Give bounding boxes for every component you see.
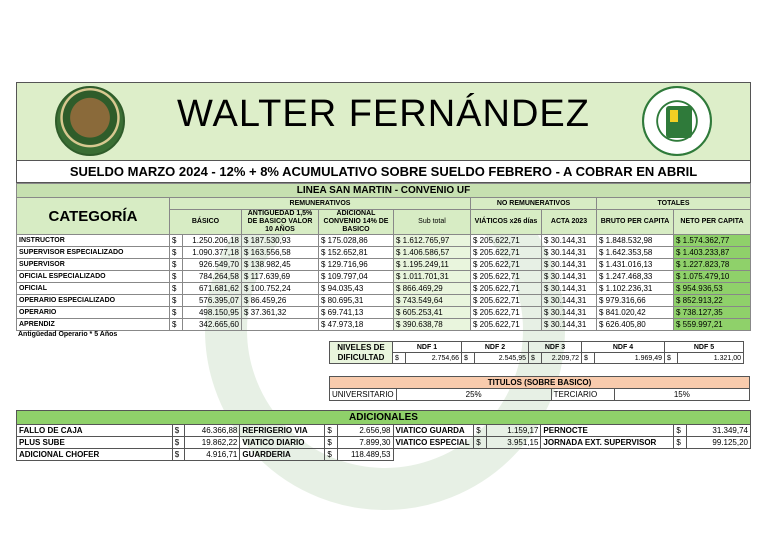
ndf-value: 1.321,00 bbox=[678, 353, 744, 364]
cell-basico: 1.250.206,18 bbox=[183, 235, 242, 247]
adicional-label: VIATICO GUARDA bbox=[393, 425, 474, 437]
currency-sign: $ bbox=[674, 425, 687, 437]
currency-sign: $ bbox=[170, 295, 183, 307]
cell-adic: $ 94.035,43 bbox=[319, 283, 394, 295]
cell-basico: 342.665,60 bbox=[183, 319, 242, 331]
category-name: OPERARIO ESPECIALIZADO bbox=[17, 295, 170, 307]
cell-acta: $ 30.144,31 bbox=[542, 247, 597, 259]
titulos-title: TITULOS (SOBRE BASICO) bbox=[330, 377, 750, 389]
adicional-value: 31.349,74 bbox=[686, 425, 750, 437]
adicional-value: 99.125,20 bbox=[686, 437, 750, 449]
cell-antig: $ 138.982,45 bbox=[242, 259, 319, 271]
salary-table bbox=[16, 183, 751, 331]
ndf-header: NDF 2 bbox=[462, 342, 529, 353]
col-antiguedad: ANTIGUEDAD 1,5% DE BASICO VALOR 10 AÑOS bbox=[242, 210, 319, 235]
cell-viat: $ 205.622,71 bbox=[471, 295, 542, 307]
universitario-value: 25% bbox=[396, 389, 551, 401]
adicional-row bbox=[17, 437, 751, 449]
adicional-row bbox=[17, 425, 751, 437]
cell-viat: $ 205.622,71 bbox=[471, 259, 542, 271]
table-row bbox=[17, 247, 751, 259]
adicional-value: 118.489,53 bbox=[337, 449, 393, 461]
ndf-value: 1.969,49 bbox=[595, 353, 665, 364]
cell-viat: $ 205.622,71 bbox=[471, 247, 542, 259]
cell-acta: $ 30.144,31 bbox=[542, 283, 597, 295]
cell-viat: $ 205.622,71 bbox=[471, 319, 542, 331]
currency-sign: $ bbox=[462, 353, 475, 364]
no-remunerativos-header: NO REMUNERATIVOS bbox=[471, 198, 597, 210]
cell-adic: $ 109.797,04 bbox=[319, 271, 394, 283]
adicional-label: FALLO DE CAJA bbox=[17, 425, 173, 437]
cell-antig: $ 100.752,24 bbox=[242, 283, 319, 295]
category-name: OFICIAL ESPECIALIZADO bbox=[17, 271, 170, 283]
cell-antig: $ 187.530,93 bbox=[242, 235, 319, 247]
cell-sub: $ 1.406.586,57 bbox=[394, 247, 471, 259]
category-name: OFICIAL bbox=[17, 283, 170, 295]
cell-antig: $ 117.639,69 bbox=[242, 271, 319, 283]
universitario-label: UNIVERSITARIO bbox=[330, 389, 397, 401]
cell-sub: $ 1.612.765,97 bbox=[394, 235, 471, 247]
cell-antig: $ 163.556,58 bbox=[242, 247, 319, 259]
currency-sign: $ bbox=[170, 235, 183, 247]
adicional-label bbox=[393, 449, 474, 461]
category-name: OPERARIO bbox=[17, 307, 170, 319]
currency-sign: $ bbox=[170, 307, 183, 319]
ndf-header: NDF 4 bbox=[582, 342, 665, 353]
cell-bruto: $ 626.405,80 bbox=[597, 319, 674, 331]
currency-sign: $ bbox=[170, 319, 183, 331]
niveles-label: NIVELES DE DIFICULTAD bbox=[330, 342, 393, 364]
adicional-value bbox=[486, 449, 541, 461]
currency-sign: $ bbox=[474, 425, 487, 437]
adicional-label: REFRIGERIO VIA bbox=[240, 425, 325, 437]
cell-acta: $ 30.144,31 bbox=[542, 295, 597, 307]
cell-neto: $ 1.403.233,87 bbox=[674, 247, 751, 259]
cell-sub: $ 1.011.701,31 bbox=[394, 271, 471, 283]
currency-sign: $ bbox=[665, 353, 678, 364]
cell-antig: $ 86.459,26 bbox=[242, 295, 319, 307]
cell-viat: $ 205.622,71 bbox=[471, 271, 542, 283]
antiguedad-footnote: Antigüedad Operario * 5 Años bbox=[18, 331, 118, 338]
cell-acta: $ 30.144,31 bbox=[542, 307, 597, 319]
currency-sign: $ bbox=[325, 449, 338, 461]
cell-bruto: $ 841.020,42 bbox=[597, 307, 674, 319]
ndf-header: NDF 3 bbox=[529, 342, 582, 353]
adicional-label: GUARDERIA bbox=[240, 449, 325, 461]
cell-sub: $ 1.195.249,11 bbox=[394, 259, 471, 271]
cell-adic: $ 152.652,81 bbox=[319, 247, 394, 259]
category-name: APRENDIZ bbox=[17, 319, 170, 331]
cell-antig bbox=[242, 319, 319, 331]
cell-basico: 576.395,07 bbox=[183, 295, 242, 307]
currency-sign: $ bbox=[172, 449, 185, 461]
table-row bbox=[17, 319, 751, 331]
cell-bruto: $ 1.642.353,58 bbox=[597, 247, 674, 259]
cell-adic: $ 80.695,31 bbox=[319, 295, 394, 307]
currency-sign bbox=[674, 449, 687, 461]
cell-sub: $ 605.253,41 bbox=[394, 307, 471, 319]
table-row bbox=[17, 307, 751, 319]
col-viaticos: VIÁTICOS x26 días bbox=[471, 210, 542, 235]
adicional-label: JORNADA EXT. SUPERVISOR bbox=[541, 437, 674, 449]
currency-sign bbox=[474, 449, 487, 461]
ndf-header: NDF 1 bbox=[393, 342, 462, 353]
cell-neto: $ 738.127,35 bbox=[674, 307, 751, 319]
adicional-label: VIATICO ESPECIAL bbox=[393, 437, 474, 449]
cell-sub: $ 866.469,29 bbox=[394, 283, 471, 295]
remunerativos-header: REMUNERATIVOS bbox=[170, 198, 471, 210]
cell-viat: $ 205.622,71 bbox=[471, 235, 542, 247]
terciario-value: 15% bbox=[614, 389, 749, 401]
cell-acta: $ 30.144,31 bbox=[542, 235, 597, 247]
currency-sign: $ bbox=[474, 437, 487, 449]
table-row bbox=[17, 271, 751, 283]
cell-bruto: $ 979.316,66 bbox=[597, 295, 674, 307]
category-name: SUPERVISOR bbox=[17, 259, 170, 271]
niveles-table bbox=[329, 341, 744, 364]
cell-acta: $ 30.144,31 bbox=[542, 319, 597, 331]
cell-neto: $ 1.574.362,77 bbox=[674, 235, 751, 247]
cell-viat: $ 205.622,71 bbox=[471, 307, 542, 319]
adicionales-table bbox=[16, 410, 751, 461]
seal-logo-icon bbox=[642, 86, 712, 156]
currency-sign: $ bbox=[172, 437, 185, 449]
page-subtitle: SUELDO MARZO 2024 - 12% + 8% ACUMULATIVO SOBRE SUELDO FEBRERO - A COBRAR EN ABRIL bbox=[16, 161, 751, 183]
cell-adic: $ 129.716,96 bbox=[319, 259, 394, 271]
cell-neto: $ 852.913,22 bbox=[674, 295, 751, 307]
col-subtotal: Sub total bbox=[394, 210, 471, 235]
col-bruto: BRUTO PER CAPITA bbox=[597, 210, 674, 235]
cell-basico: 784.264,58 bbox=[183, 271, 242, 283]
cell-adic: $ 47.973,18 bbox=[319, 319, 394, 331]
cell-viat: $ 205.622,71 bbox=[471, 283, 542, 295]
adicional-label: VIATICO DIARIO bbox=[240, 437, 325, 449]
cell-basico: 671.681,62 bbox=[183, 283, 242, 295]
currency-sign: $ bbox=[172, 425, 185, 437]
cell-neto: $ 1.075.479,10 bbox=[674, 271, 751, 283]
adicional-value: 1.159,17 bbox=[486, 425, 541, 437]
adicional-label: ADICIONAL CHOFER bbox=[17, 449, 173, 461]
cell-bruto: $ 1.102.236,31 bbox=[597, 283, 674, 295]
table-row bbox=[17, 235, 751, 247]
ndf-value: 2.209,72 bbox=[542, 353, 582, 364]
currency-sign: $ bbox=[393, 353, 406, 364]
adicionales-title: ADICIONALES bbox=[17, 411, 751, 425]
adicional-value: 2.656,98 bbox=[337, 425, 393, 437]
currency-sign: $ bbox=[170, 283, 183, 295]
cell-basico: 926.549,70 bbox=[183, 259, 242, 271]
currency-sign: $ bbox=[170, 259, 183, 271]
cell-neto: $ 954.936,53 bbox=[674, 283, 751, 295]
adicional-row bbox=[17, 449, 751, 461]
cell-adic: $ 175.028,86 bbox=[319, 235, 394, 247]
currency-sign: $ bbox=[325, 437, 338, 449]
adicional-value: 3.951,15 bbox=[486, 437, 541, 449]
cell-basico: 1.090.377,18 bbox=[183, 247, 242, 259]
cell-bruto: $ 1.848.532,98 bbox=[597, 235, 674, 247]
adicional-value: 7.899,30 bbox=[337, 437, 393, 449]
header-band bbox=[16, 82, 751, 161]
adicional-label: PLUS SUBE bbox=[17, 437, 173, 449]
page-title: WALTER FERNÁNDEZ bbox=[177, 93, 590, 135]
currency-sign: $ bbox=[529, 353, 542, 364]
currency-sign: $ bbox=[674, 437, 687, 449]
titulos-table bbox=[329, 376, 750, 401]
terciario-label: TERCIARIO bbox=[551, 389, 614, 401]
table-row bbox=[17, 283, 751, 295]
categoria-header: CATEGORÍA bbox=[17, 198, 170, 235]
cell-antig: $ 37.361,32 bbox=[242, 307, 319, 319]
currency-sign: $ bbox=[582, 353, 595, 364]
adicional-value bbox=[686, 449, 750, 461]
category-name: INSTRUCTOR bbox=[17, 235, 170, 247]
col-adicional-convenio: ADICIONAL CONVENIO 14% DE BASICO bbox=[319, 210, 394, 235]
currency-sign: $ bbox=[325, 425, 338, 437]
cell-bruto: $ 1.247.468,33 bbox=[597, 271, 674, 283]
ndf-value: 2.754,66 bbox=[406, 353, 462, 364]
category-name: SUPERVISOR ESPECIALIZADO bbox=[17, 247, 170, 259]
cell-adic: $ 69.741,13 bbox=[319, 307, 394, 319]
cell-neto: $ 1.227.823,78 bbox=[674, 259, 751, 271]
cell-sub: $ 390.638,78 bbox=[394, 319, 471, 331]
cell-neto: $ 559.997,21 bbox=[674, 319, 751, 331]
section-title: LINEA SAN MARTIN - CONVENIO UF bbox=[17, 184, 751, 198]
adicional-label bbox=[541, 449, 674, 461]
adicional-label: PERNOCTE bbox=[541, 425, 674, 437]
adicional-value: 4.916,71 bbox=[185, 449, 240, 461]
cell-sub: $ 743.549,64 bbox=[394, 295, 471, 307]
table-row bbox=[17, 295, 751, 307]
cell-basico: 498.150,95 bbox=[183, 307, 242, 319]
col-acta: ACTA 2023 bbox=[542, 210, 597, 235]
adicional-value: 19.862,22 bbox=[185, 437, 240, 449]
currency-sign: $ bbox=[170, 271, 183, 283]
col-basico: BÁSICO bbox=[170, 210, 242, 235]
adicional-value: 46.366,88 bbox=[185, 425, 240, 437]
cell-acta: $ 30.144,31 bbox=[542, 271, 597, 283]
ndf-value: 2.545,95 bbox=[475, 353, 529, 364]
table-row bbox=[17, 259, 751, 271]
currency-sign: $ bbox=[170, 247, 183, 259]
ndf-header: NDF 5 bbox=[665, 342, 744, 353]
col-neto: NETO PER CAPITA bbox=[674, 210, 751, 235]
totales-header: TOTALES bbox=[597, 198, 751, 210]
cell-acta: $ 30.144,31 bbox=[542, 259, 597, 271]
cell-bruto: $ 1.431.016,13 bbox=[597, 259, 674, 271]
